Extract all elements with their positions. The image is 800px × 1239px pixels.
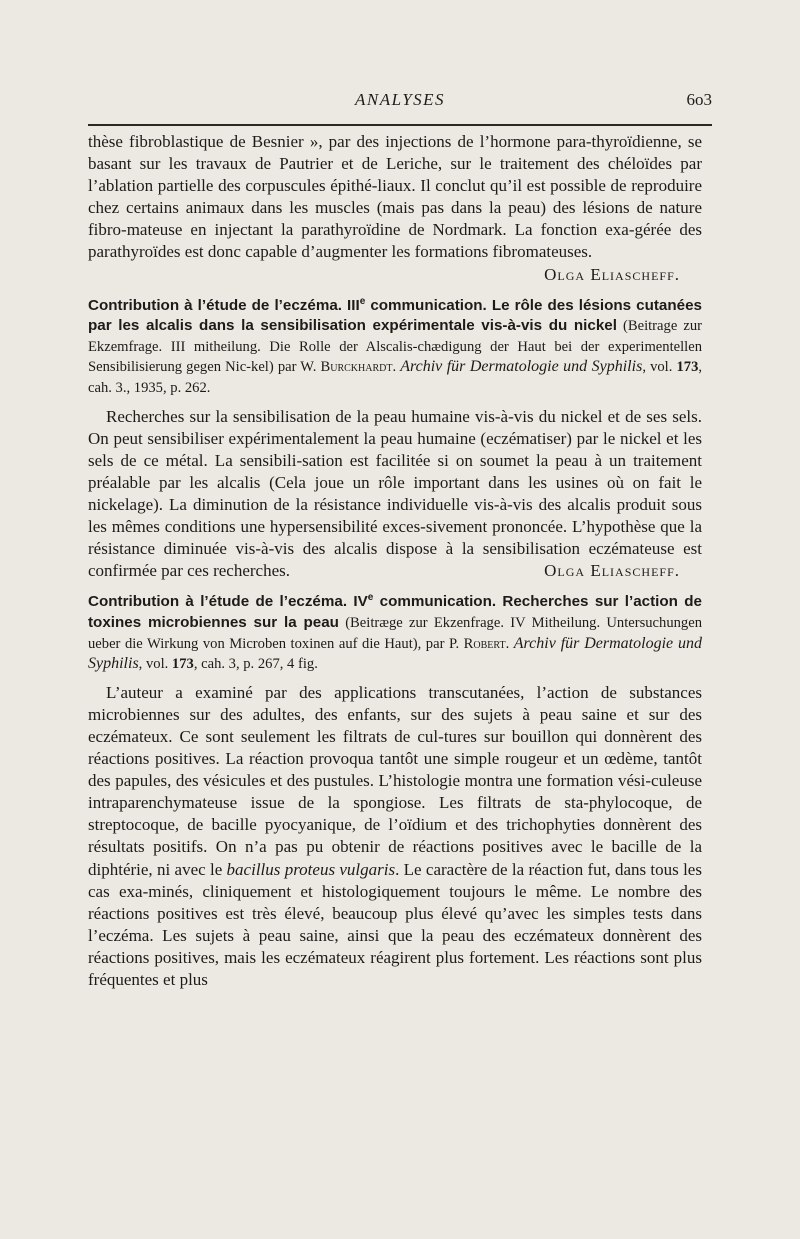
- article-3-volume: 173: [171, 656, 194, 673]
- article-2-ref-after-author: .: [392, 359, 401, 376]
- article-2-ref-comma: , vol.: [642, 359, 677, 376]
- article-3-title-rest: communication. Recherches sur l’action de toxines microbiennes sur la peau: [88, 593, 703, 631]
- article-3-ref-comma: , vol.: [138, 656, 172, 673]
- article-1-body: [88, 131, 702, 284]
- article-3-text-part-2: . Le caractère de la réaction fut, dans tous les cas exa-minés, cliniquement et histologiquement toujours le même. Le nombre des réactions positives est très élevé, beaucoup plus élevé qu’avec les simples tests dans l’eczéma. Les sujets à peau saine, ainsi que la peau des eczémateux donnèrent des réactions positives, mais les eczémateux réagirent plus fortement. Les réactions sont plus fréquentes et plus: [88, 859, 702, 989]
- running-title: ANALYSES: [354, 90, 446, 109]
- article-3-title-sup: e: [367, 592, 374, 604]
- article-1-text: thèse fibroblastique de Besnier », par des injections de l’hormone para-thyroïdienne, se basant sur les travaux de Pautrier et de Leriche, sur le traitement des chéloïdes par l’ablation partielle des corpuscules épithé-liaux. Il conclut qu’il est possible de reproduire chez certains animaux dans les muscles (mais pas dans la peau) des lésions de nature fibro-mateuse en injectant la parathyroïdine de Nordmark. La fonction exa-gérée des parathyroïdes est donc capable d’augmenter les formations fibromateuses.: [88, 132, 702, 262]
- article-3-text-part-1: L’auteur a examiné par des applications transcutanées, l’action de substances microbiennes sur des adultes, des enfants, sur des sujets à peau saine et sur des eczémateux. Ce sont seulement les filtrats de cul-tures sur bouillon qui donnèrent des réactions positives. La réaction provoqua tantôt une simple rougeur et un œdème, tantôt des papules, des vésicules et des pustules. L’histologie montra une formation vési-culeuse intraparenchymateuse issue de la spongiose. Les filtrats de sta-phylocoque, de streptocoque, de bacille pyocyanique, de l’oïdium et des trichophyties donnèrent des résultats positifs. On n’a pas pu obtenir de réactions positives avec le bacille de la diphtérie, ni avec le: [88, 682, 702, 879]
- article-2-body: [88, 406, 702, 583]
- article-2-text: Recherches sur la sensibilisation de la peau humaine vis-à-vis du nickel et de ses sels. On peut sensibiliser expérimentalement la peau humaine (eczématiser) par le nickel et les sels de ce métal. La sensibili-sation est facilitée si on soumet la peau à un traitement préalable par les alcalis (Cela joue un rôle important dans les usines où on fait le nickelage). La diminution de la résistance individuelle vis-à-vis des alcalis produit sous les mêmes conditions une hypersensibilité exces-sivement prononcée. L’hypothèse que la résistance diminuée vis-à-vis des alcalis dispose à la sensibilisation eczémateuse est confirmée par ces recherches.: [88, 406, 702, 581]
- article-2-title-sup: e: [359, 295, 366, 307]
- article-3-body: [88, 682, 702, 991]
- article-2-ref-main: (Beitrage zur Ekzemfrage. III mitheilung. Die Rolle der Alscalis-chædigung der Haut bei der experimentellen Sensibilisierung gegen Nic-kel) par W.: [88, 318, 702, 376]
- article-3-heading: [88, 592, 702, 674]
- article-2-title-rest: communication. Le rôle des lésions cutanées par les alcalis dans la sensibilisation expérimentale vis-à-vis du nickel: [88, 296, 702, 335]
- article-3-ref-main: (Beitræge zur Ekzenfrage. IV Mitheilung. Untersuchungen ueber die Wirkung von Microben toxinen auf die Haut), par P.: [88, 614, 702, 652]
- header-rule: [88, 124, 712, 126]
- article-3-title-start: Contribution à l’étude de l’eczéma. IV: [88, 593, 368, 611]
- article-3-journal: Archiv für Dermatologie und Syphilis: [88, 634, 703, 673]
- article-3-ref-after-author: .: [505, 635, 514, 652]
- page-header: [88, 90, 712, 116]
- page-content: [88, 131, 702, 991]
- article-2-ref-end: , cah. 3., 1935, p. 262.: [88, 359, 703, 397]
- page-number: 6o3: [686, 90, 712, 109]
- article-2-signature: Olga Eliascheff.: [544, 561, 680, 581]
- article-2-volume: 173: [676, 359, 699, 376]
- article-3-ref-end: , cah. 3, p. 267, 4 fig.: [193, 656, 318, 673]
- article-3-text-italic: bacillus proteus vulgaris: [226, 859, 396, 879]
- article-3-author: Robert: [463, 635, 506, 652]
- article-2-title-start: Contribution à l’étude de l’eczéma. III: [88, 296, 360, 314]
- article-2-heading: [88, 296, 702, 399]
- article-2-title: [88, 297, 702, 335]
- article-1-signature: Olga Eliascheff.: [544, 264, 680, 284]
- article-2-journal: Archiv für Dermatologie und Syphilis: [400, 358, 643, 376]
- article-2-author: Burckhardt: [320, 359, 393, 376]
